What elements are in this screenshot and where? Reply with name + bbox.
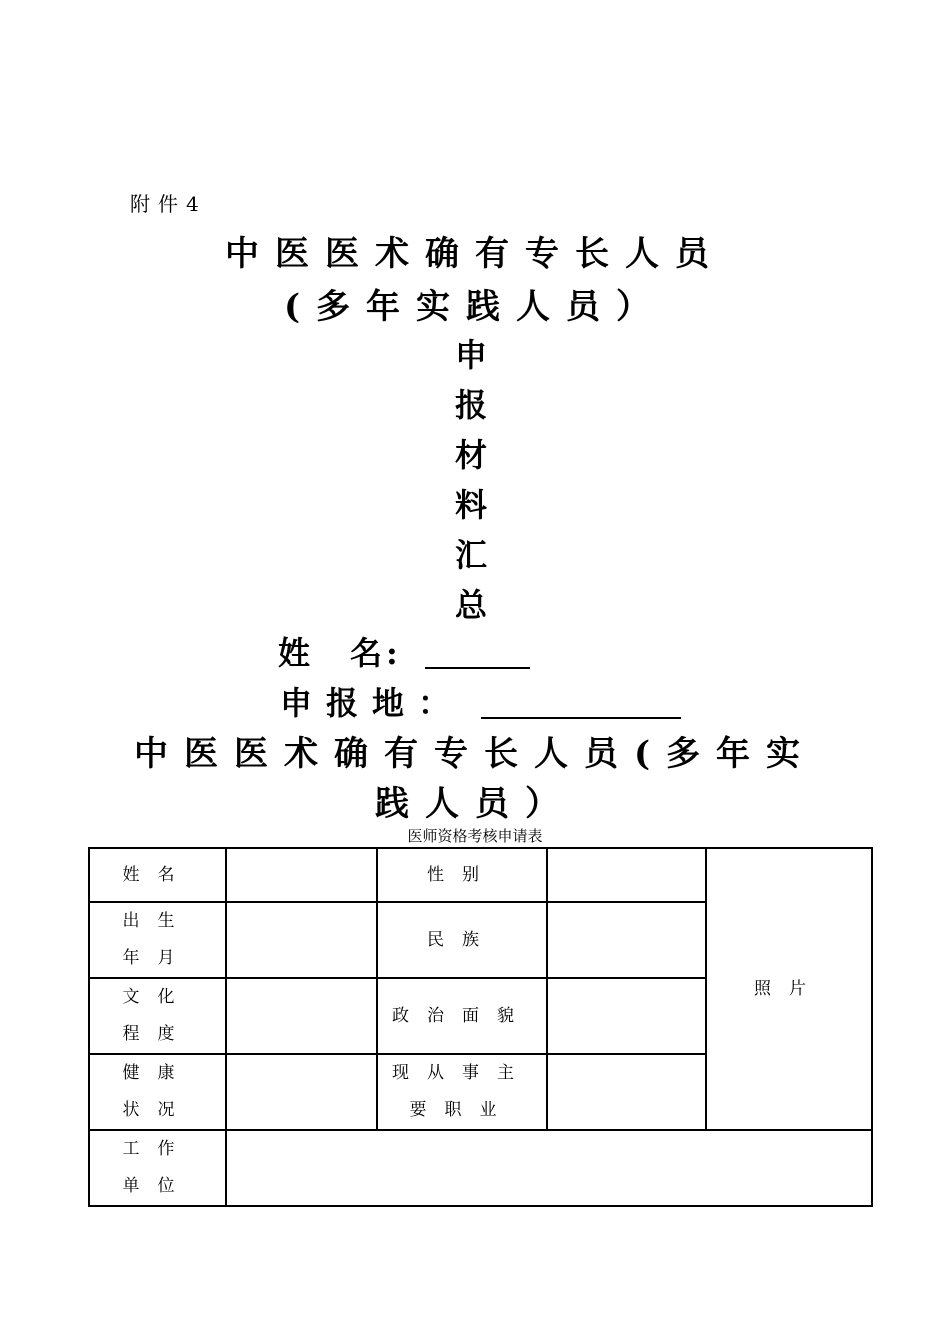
vertical-title-char: 申 [455, 336, 488, 374]
health-label-cell: 健康 状况 [89, 1054, 226, 1130]
name-field-line[interactable] [425, 667, 530, 669]
occupation-value-cell[interactable] [547, 1054, 706, 1130]
application-form-table [88, 847, 873, 1207]
ethnicity-label-cell: 民族 [377, 902, 547, 978]
vertical-title-char: 汇 [455, 536, 488, 574]
occupation-label-cell: 现从事主 要职业 [377, 1054, 547, 1130]
name-value-cell[interactable] [226, 848, 377, 902]
photo-cell[interactable]: 照片 [706, 848, 872, 1130]
attachment-label: 附件4 [130, 192, 207, 216]
title-line-2: (多年实践人员） [283, 287, 667, 327]
form-caption: 医师资格考核申请表 [407, 827, 543, 845]
title-line-1: 中医医术确有专长人员 [225, 234, 725, 274]
name-field-label: 姓 名: [278, 634, 402, 672]
political-value-cell[interactable] [547, 978, 706, 1054]
name-label-cell: 姓名 [89, 848, 226, 902]
place-field-label: 申报地： [280, 684, 465, 722]
subtitle-line-1: 中医医术确有专长人员(多年实 [133, 734, 817, 774]
vertical-title-char: 总 [455, 586, 488, 624]
birth-label-cell: 出生 年月 [89, 902, 226, 978]
health-value-cell[interactable] [226, 1054, 377, 1130]
birth-value-cell[interactable] [226, 902, 377, 978]
political-label-cell: 政治面貌 [377, 978, 547, 1054]
gender-value-cell[interactable] [547, 848, 706, 902]
workplace-value-cell[interactable] [226, 1130, 872, 1206]
ethnicity-value-cell[interactable] [547, 902, 706, 978]
subtitle-line-2: 践人员） [375, 784, 575, 824]
education-label-cell: 文化 程度 [89, 978, 226, 1054]
vertical-title-char: 材 [455, 436, 488, 474]
education-value-cell[interactable] [226, 978, 377, 1054]
vertical-title-char: 料 [455, 486, 488, 524]
gender-label-cell: 性别 [377, 848, 547, 902]
place-field-line[interactable] [481, 717, 681, 719]
workplace-label-cell: 工作 单位 [89, 1130, 226, 1206]
vertical-title-char: 报 [455, 386, 488, 424]
